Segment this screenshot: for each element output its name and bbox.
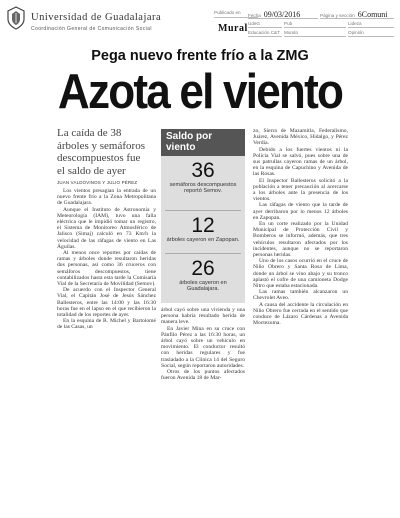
stat-number: 26 [191, 257, 215, 280]
meta-field-page-section [320, 10, 394, 19]
paragraph: Al menos once reportes por caídas de ramas y árboles donde resultaron heridas dos personas, así como 36 cruceros con semáforos descompuestos, tiene contabilizados hasta esta tarde la Comisaría Vial de la Secretaría de Movilidad (Semov). [57, 250, 156, 288]
paragraph: Las ráfagas de viento que la tarde de ayer derribaron por lo menos 12 árboles en Zapopan. [253, 202, 348, 221]
meta-field-value: 6Comuni [357, 10, 388, 19]
paragraph: Uno de los casos ocurrió en el cruce de Niño Obrero y Santa Rosa de Lima, donde un árbol se vino abajo y su tronco aplastó el cofre de una camioneta Dodge Nitro que estaba estacionada. [253, 258, 348, 290]
paragraph: Debido a los fuertes vientos ni la Policía Vial se salvó, pues sobre una de sus patrullas cayeron ramas de un árbol, en la esquina de Capuchino y Avenida de las Rosas. [253, 146, 348, 178]
meta-field-label: Opinión [348, 30, 364, 35]
stats-sidebar [161, 129, 245, 303]
paragraph: En la esquina de R. Michel y Bartolomé de las Casas, un [57, 318, 156, 331]
paragraph: Las ramas también alcanzaron un Chevrolet Aveo. [253, 289, 348, 302]
document-header [0, 0, 400, 42]
paragraph: árbol cayó sobre una vivienda y una persona habría resultado herida de manera leve. [161, 307, 245, 326]
stat-text: árboles cayeron en Guadalajara. [179, 280, 227, 293]
meta-field-label: Educación C&T [248, 30, 280, 35]
article-column-1 [57, 188, 156, 331]
article-deck: La caída de 38 árboles y semáforos descompuestos fue el saldo de ayer [57, 127, 145, 177]
article-kicker: Pega nuevo frente frío a la ZMG [91, 48, 309, 64]
clipping-metadata [214, 10, 394, 41]
paragraph: Otros de los puntos afectados fueron Avenida 18 de Mar- [161, 369, 245, 382]
meta-field-label: Lideza [348, 21, 362, 26]
paragraph: zo, Sierra de Mazamitla, Federalismo, Juárez, Avenida México, Hidalgo, y Pérez Verdía. [253, 128, 348, 147]
university-subtitle: Coordinación General de Comunicación Social [31, 26, 152, 32]
meta-field-mundo [284, 30, 346, 37]
meta-field-udeg [248, 21, 282, 28]
stat-number: 12 [191, 214, 215, 237]
stat-block [161, 258, 245, 293]
paragraph: En Javier Mina en su cruce con Pánfilo Pérez a las 16:30 horas, un árbol cayó sobre un vehículo en movimiento. El conductor resultó con heridas regulares y fue trasladado a la Clínica 14 del Seguro Social, según reportaron autoridades. [161, 325, 245, 369]
article-column-2 [161, 307, 245, 381]
stat-block [161, 215, 245, 243]
university-name: Universidad de Guadalajara [31, 12, 162, 23]
meta-field-value: 09/03/2016 [263, 10, 301, 19]
paragraph: De acuerdo con el Inspector General Vial, el Capitán José de Jesús Sánchez Ballesteros, entre las 14:00 y las 16:30 horas fue en el lapso en el que recibieron la totalidad de los reportes de ayer. [57, 287, 156, 319]
meta-field-label: Pub [284, 21, 293, 26]
paragraph: En un corte realizado por la Unidad Municipal de Protección Civil y Bomberos se informó, además, que tres vehículos resultaron afectados por los incidentes, aunque no se reportaron personas heridas. [253, 221, 348, 259]
meta-field-label: Mundo [284, 30, 299, 35]
meta-field-label: Página y sección [320, 13, 355, 18]
stat-block [161, 160, 245, 195]
sidebar-title: Saldo por viento [161, 129, 245, 156]
meta-field-opinion [348, 30, 394, 37]
meta-field-label: Fecha [248, 13, 261, 18]
meta-field-label: UdeG [248, 21, 261, 26]
meta-field-date [248, 10, 318, 19]
publication-label: Publicado en [214, 10, 241, 15]
stat-number: 36 [191, 159, 215, 182]
meta-field-lideza [348, 21, 394, 28]
meta-field-educacion [248, 30, 282, 37]
paragraph: Aunque el Instituto de Astronomía y Meteorología (IAM), tuvo una falla eléctrica que le impidió tomar un registro, el Sistema de Monitoreo Atmosférico de Jalisco (Simaj) calculó en 73 Km/h la velocidad de las ráfagas de viento en Las Águilas. [57, 206, 156, 250]
stat-text: árboles cayeron en Zapopan. [166, 237, 240, 243]
stat-divider [165, 253, 241, 254]
article-byline: JUAN VALDOVINOS Y JULIO PÉREZ [57, 180, 138, 185]
article-column-3 [253, 128, 348, 327]
paragraph: Los vientos presagian la entrada de un nuevo frente frío a la Zona Metropolitana de Guadalajara. [57, 188, 156, 207]
stat-text: semáforos descompuestos reportó Semov. [169, 182, 237, 195]
paragraph: A causa del accidente la circulación en Niño Obrero fue cerrada en el sentido que conduce de Lázaro Cárdenas a Avenida Moctezuma. [253, 301, 348, 327]
meta-field-pub [284, 21, 346, 28]
publication-name: Mural [218, 23, 248, 34]
university-seal-icon [6, 6, 26, 30]
paragraph: El Inspector Ballesteros solicitó a la población a tener precaución al acercarse a los árboles ante la presencia de los vientos. [253, 177, 348, 203]
article-headline: Azota el viento [57, 65, 343, 119]
stat-divider [165, 210, 241, 211]
